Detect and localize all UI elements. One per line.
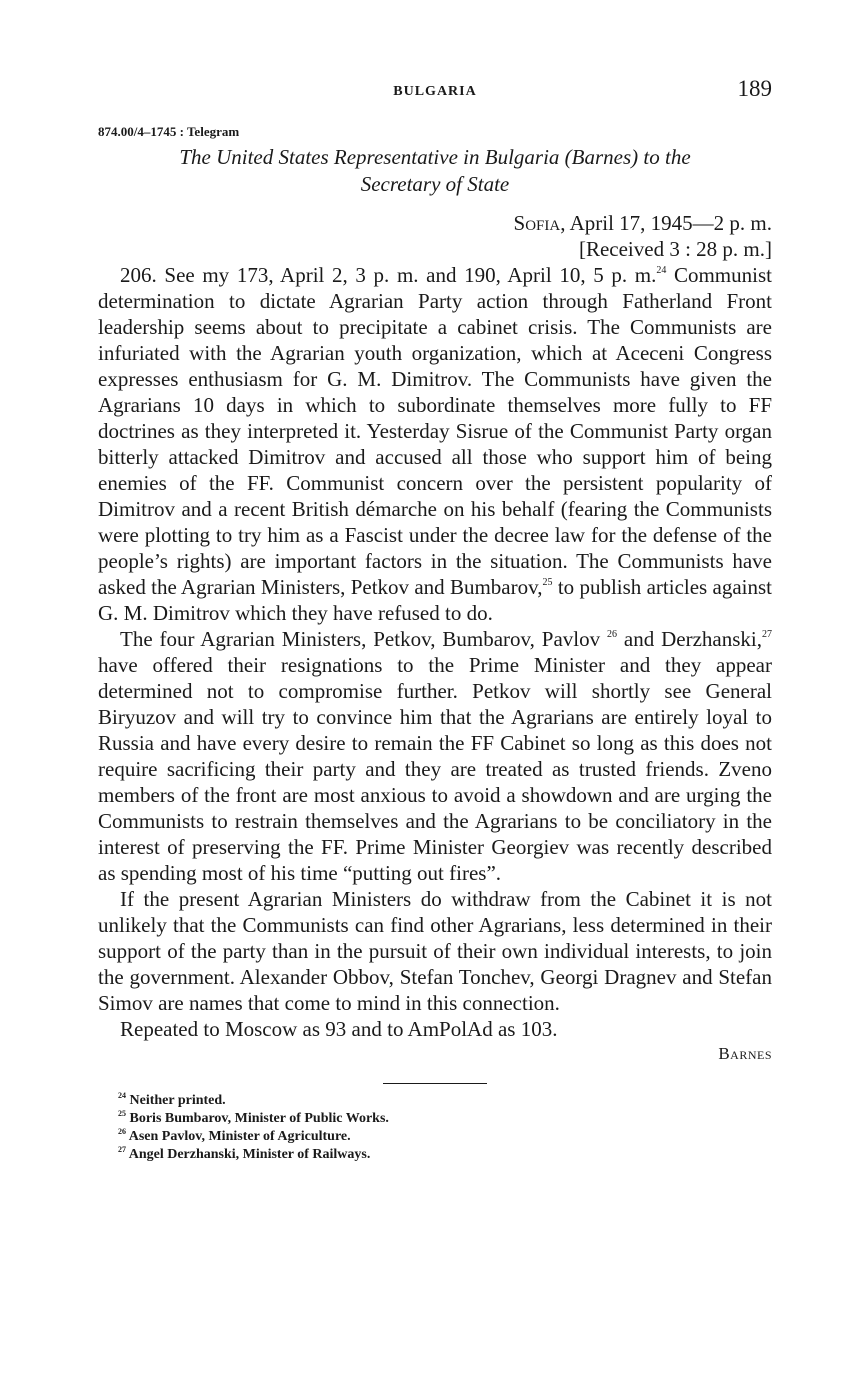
footnote-number: 24 xyxy=(118,1091,126,1100)
page-number: 189 xyxy=(737,76,772,101)
footnote-text: Asen Pavlov, Minister of Agriculture. xyxy=(128,1129,351,1144)
dateline-sent xyxy=(98,210,772,236)
footnote-number: 27 xyxy=(118,1145,126,1154)
document-title xyxy=(98,144,772,198)
running-title: BULGARIA xyxy=(393,84,477,99)
footnote-ref-26: 26 xyxy=(607,629,618,640)
paragraph-4: Repeated to Moscow as 93 and to AmPolAd as 103. xyxy=(120,1017,558,1041)
running-header xyxy=(98,74,772,108)
paragraph-1-part-b: Communist determination to dictate Agrarian Party action through Fatherland Front leadership seems about to precipitate a cabinet crisis. The Communists are infuriated with the Agrarian youth organization, which at Aceceni Congress expresses enthusiasm for G. M. Dimitrov. The Communists have given the Agrarians 10 days in which to subordinate themselves more fully to FF doctrines as they interpreted it. Yesterday Sisrue of the Communist Party organ bitterly attacked Dimitrov and accused all those who support him of being enemies of the FF. Communist concern over the persistent popularity of Dimitrov and a recent British démarche on his behalf (fearing the Communists were plotting to try him as a Fascist under the decree law for the defense of the people’s rights) are important factors in the situation. The Communists have asked the Agrarian Ministers, Petkov and Bumbarov, xyxy=(98,263,772,599)
dateline-place: Sofia xyxy=(513,211,561,235)
footnote-24 xyxy=(98,1092,772,1110)
paragraph-1-part-c: to publish articles against G. M. Dimitrov which they have refused to do. xyxy=(98,575,772,625)
title-line-2: Secretary of State xyxy=(360,172,510,196)
footnote-text: Angel Derzhanski, Minister of Railways. xyxy=(128,1147,371,1162)
footnote-number: 25 xyxy=(118,1109,126,1118)
dateline xyxy=(98,210,772,262)
dateline-received: [Received 3 : 28 p. m.] xyxy=(578,237,772,261)
footnote-ref-25: 25 xyxy=(542,577,553,588)
paragraph-1 xyxy=(98,262,772,626)
footnote-ref-24: 24 xyxy=(656,265,667,276)
paragraph-3: If the present Agrarian Ministers do withdraw from the Cabinet it is not unlikely that the Communists can find other Agrarians, less determined in their support of the party than in the pursuit of their own individual interests, to join the government. Alexander Obbov, Stefan Tonchev, Georgi Dragnev and Stefan Simov are names that come to mind in this connection. xyxy=(98,887,772,1015)
paragraph-2-part-a: The four Agrarian Ministers, Petkov, Bumbarov, Pavlov xyxy=(120,627,601,651)
signature: Barnes xyxy=(718,1044,772,1063)
paragraph-1-part-a: 206. See my 173, April 2, 3 p. m. and 190, April 10, 5 p. m. xyxy=(120,263,657,287)
footnote-number: 26 xyxy=(118,1127,126,1136)
paragraph-2 xyxy=(98,626,772,886)
footnote-26 xyxy=(98,1128,772,1146)
document-page xyxy=(98,74,772,1164)
footnote-rule xyxy=(383,1083,487,1084)
footnote-text: Boris Bumbarov, Minister of Public Works. xyxy=(129,1111,389,1126)
dateline-date: , April 17, 1945—2 p. m. xyxy=(560,211,772,235)
file-reference: 874.00/4–1745 : Telegram xyxy=(98,124,240,139)
footnote-25 xyxy=(98,1110,772,1128)
footnote-ref-27: 27 xyxy=(762,629,772,640)
paragraph-2-part-c: have offered their resignations to the Prime Minister and they appear determined not to compromise further. Petkov will shortly see General Biryuzov and will try to convince him that the Agrarians are entirely loyal to Russia and have every desire to remain the FF Cabinet so long as this does not require sacrificing their party and they are treated as trusted friends. Zveno members of the front are most anxious to avoid a showdown and are urging the Communists to restrain themselves and the Agrarians to be conciliatory in the interest of preserving the FF. Prime Minister Georgiev was recently described as spending most of his time “putting out fires”. xyxy=(98,653,772,885)
footnote-27 xyxy=(98,1146,772,1164)
footnote-text: Neither printed. xyxy=(129,1093,226,1108)
title-line-1: The United States Representative in Bulgaria (Barnes) to the xyxy=(179,145,691,169)
paragraph-2-part-b: and Derzhanski, xyxy=(617,627,762,651)
telegram-body xyxy=(98,262,772,1042)
footnotes xyxy=(98,1092,772,1164)
